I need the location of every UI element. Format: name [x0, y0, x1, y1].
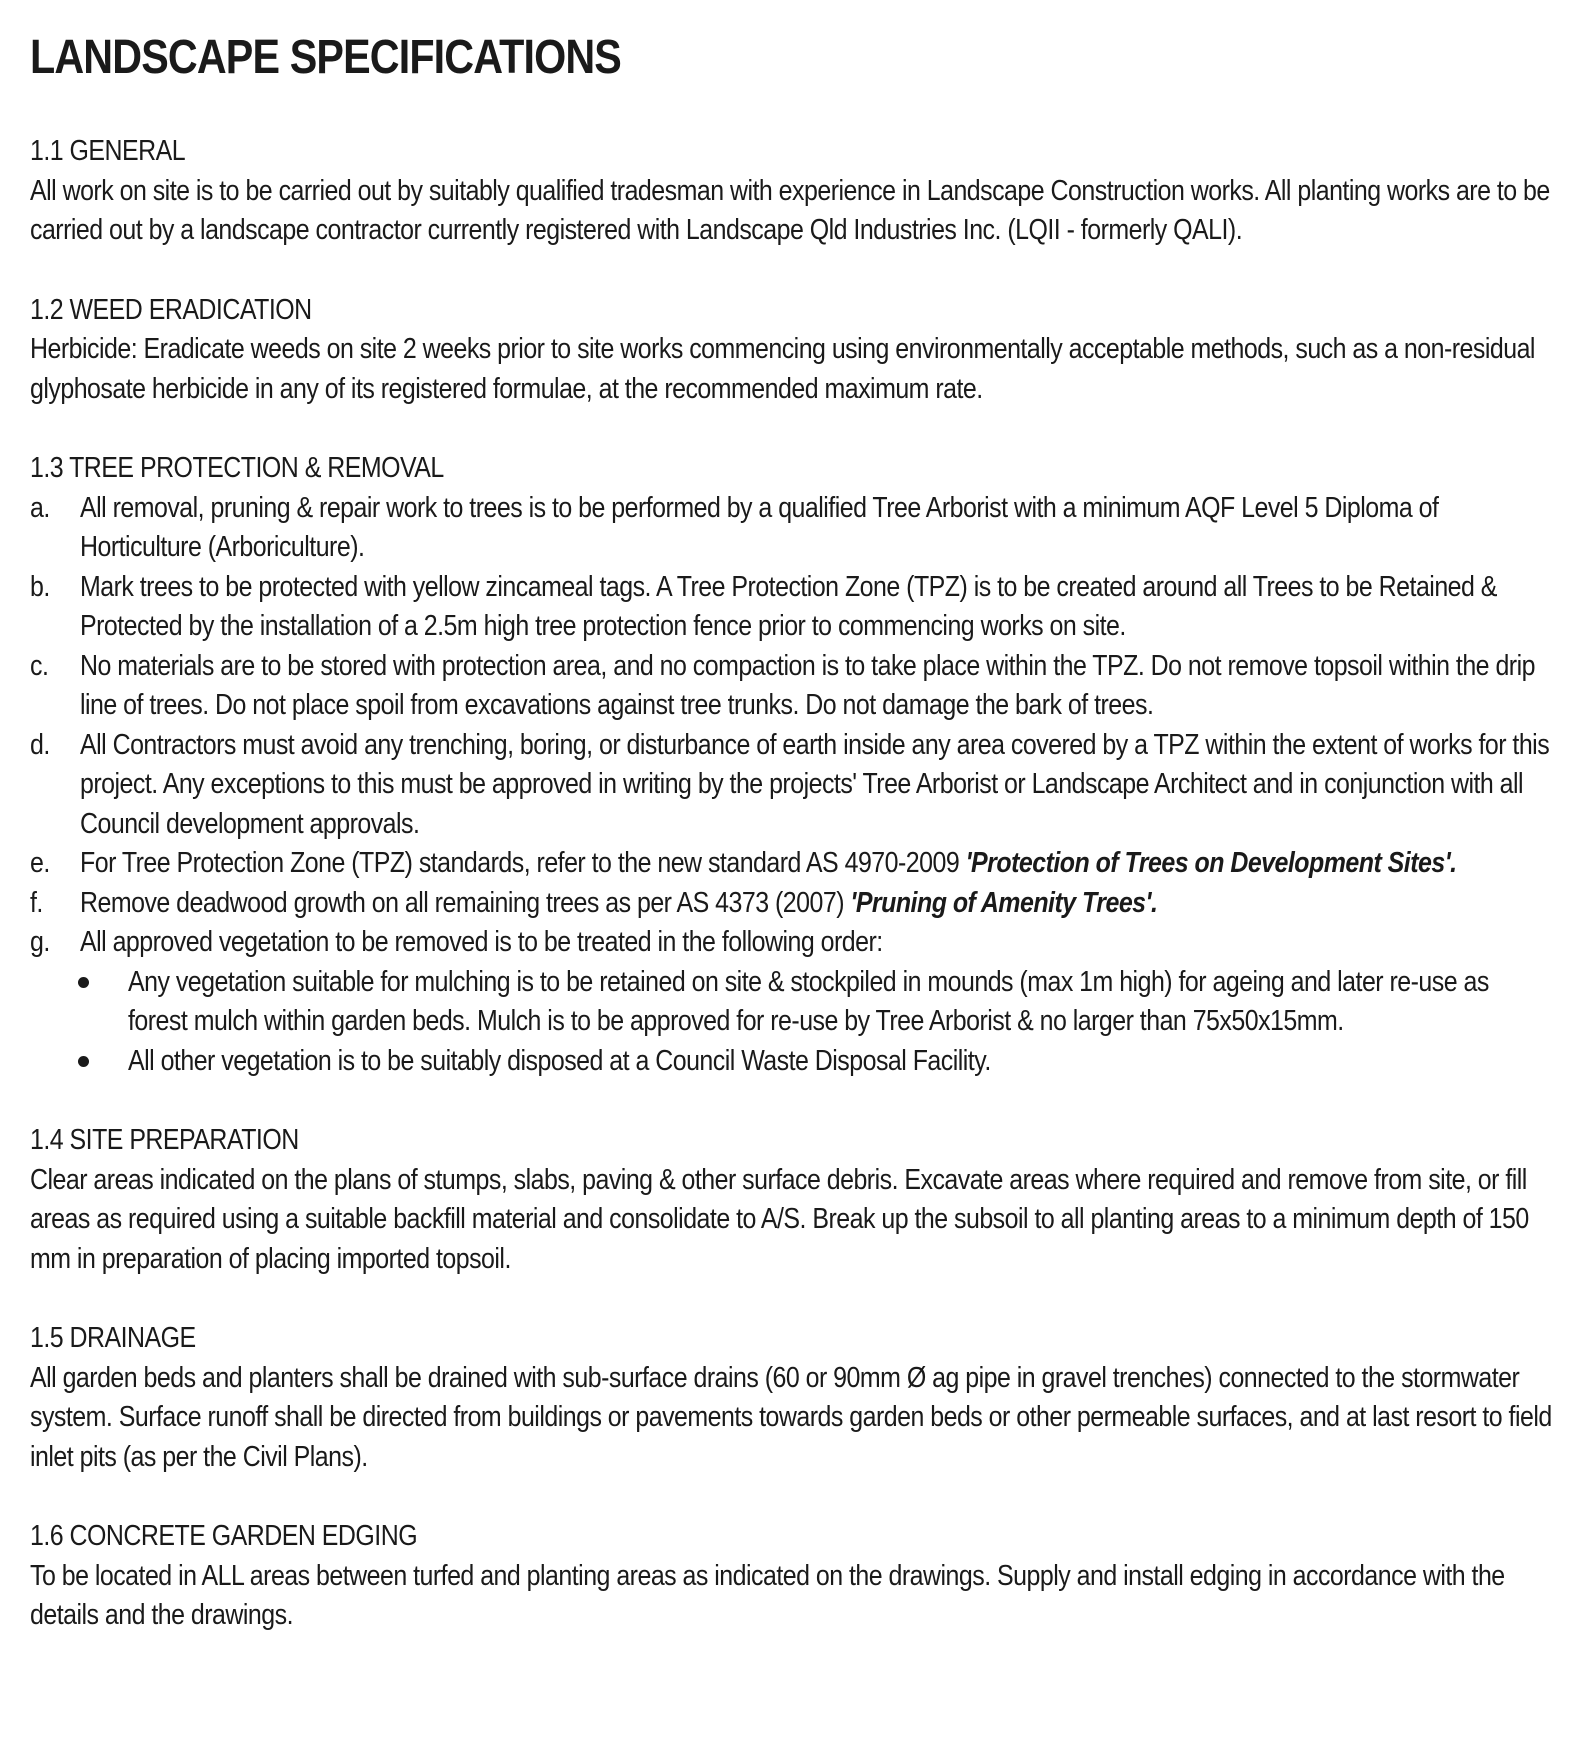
list-marker: c.	[30, 649, 49, 682]
list-item-body: For Tree Protection Zone (TPZ) standards, refer to the new standard AS 4970-2009	[80, 847, 966, 879]
bullet-icon	[78, 977, 89, 988]
list-marker: g.	[30, 926, 50, 958]
standard-reference: 'Protection of Trees on Development Sites'.	[965, 847, 1457, 879]
list-item	[30, 726, 1560, 845]
bullet-text: All other vegetation is to be suitably disposed at a Council Waste Disposal Facility.	[128, 1044, 991, 1077]
list-item	[30, 568, 1560, 647]
list-marker: e.	[30, 847, 50, 879]
tree-protection-list	[30, 489, 1560, 963]
list-item-text: All Contractors must avoid any trenching, boring, or disturbance of earth inside any area covered by a TPZ within the extent of works for this project. Any exceptions to this must be approved in writing by the projects' Tree Arborist or Landscape Architect and in conjunction with all Council development approvals.	[80, 728, 1550, 840]
bullet-item	[30, 963, 1560, 1042]
section-site-preparation	[30, 1121, 1560, 1279]
section-body: All garden beds and planters shall be drained with sub-surface drains (60 or 90mm Ø ag pipe in gravel trenches) connected to the stormwater system. Surface runoff shall be directed from buildings or pavements towards garden beds or other permeable surfaces, and at last resort to field inlet pits (as per the Civil Plans).	[30, 1361, 1552, 1473]
section-tree-protection	[30, 449, 1560, 1081]
bullet-item	[30, 1042, 1560, 1082]
list-item	[30, 647, 1560, 726]
section-weed-eradication	[30, 291, 1560, 410]
list-item-text: All removal, pruning & repair work to trees is to be performed by a qualified Tree Arborist with a minimum AQF Level 5 Diploma of Horticulture (Arboriculture).	[80, 491, 1439, 563]
list-item-text: All approved vegetation to be removed is to be treated in the following order:	[80, 926, 883, 958]
list-item-text: Mark trees to be protected with yellow zincameal tags. A Tree Protection Zone (TPZ) is to be created around all Trees to be Retained & Protected by the installation of a 2.5m high tree protection fence prior to commencing works on site.	[80, 570, 1497, 642]
vegetation-bullet-list	[30, 963, 1560, 1082]
list-marker: a.	[30, 491, 50, 524]
list-item-body: Remove deadwood growth on all remaining trees as per AS 4373 (2007)	[80, 886, 851, 919]
section-drainage	[30, 1319, 1560, 1477]
bullet-icon	[78, 1056, 89, 1067]
section-body: Herbicide: Eradicate weeds on site 2 weeks prior to site works commencing using environmentally acceptable methods, such as a non-residual glyphosate herbicide in any of its registered formulae, at the recommended maximum rate.	[30, 333, 1535, 405]
section-general	[30, 132, 1560, 251]
section-heading: 1.2 WEED ERADICATION	[30, 293, 312, 326]
list-item	[30, 923, 1560, 963]
section-concrete-edging	[30, 1517, 1560, 1636]
section-body: To be located in ALL areas between turfed and planting areas as indicated on the drawings. Supply and install edging in accordance with the details and the drawings.	[30, 1559, 1505, 1631]
section-heading: 1.6 CONCRETE GARDEN EDGING	[30, 1520, 418, 1552]
list-item-text: No materials are to be stored with protection area, and no compaction is to take place within the TPZ. Do not remove topsoil within the drip line of trees. Do not place spoil from excavations against tree trunks. Do not damage the bark of trees.	[80, 649, 1535, 721]
list-marker: f.	[30, 886, 43, 919]
section-body: Clear areas indicated on the plans of stumps, slabs, paving & other surface debris. Excavate areas where required and remove from site, or fill areas as required using a suitable backfill material and consolidate to A/S. Break up the subsoil to all planting areas to a minimum depth of 150 mm in preparation of placing imported topsoil.	[30, 1163, 1529, 1275]
list-item	[30, 489, 1560, 568]
bullet-text: Any vegetation suitable for mulching is to be retained on site & stockpiled in mounds (max 1m high) for ageing and later re-use as forest mulch within garden beds. Mulch is to be approved for re-use by Tree Arborist & no larger than 75x50x15mm.	[128, 965, 1489, 1037]
list-marker: d.	[30, 728, 50, 761]
section-heading: 1.4 SITE PREPARATION	[30, 1124, 299, 1156]
section-heading: 1.3 TREE PROTECTION & REMOVAL	[30, 452, 444, 484]
list-item-text	[80, 884, 1552, 924]
list-item-text	[80, 844, 1552, 884]
list-marker: b.	[30, 570, 50, 603]
section-body: All work on site is to be carried out by suitably qualified tradesman with experience in Landscape Construction works. All planting works are to be carried out by a landscape contractor currently registered with Landscape Qld Industries Inc. (LQII - formerly QALI).	[30, 174, 1550, 246]
section-heading: 1.5 DRAINAGE	[30, 1322, 196, 1354]
section-heading: 1.1 GENERAL	[30, 135, 186, 167]
list-item	[30, 844, 1560, 884]
standard-reference: 'Pruning of Amenity Trees'.	[850, 886, 1158, 919]
list-item	[30, 884, 1560, 924]
document-title: LANDSCAPE SPECIFICATIONS	[30, 31, 621, 84]
specification-page	[30, 28, 1560, 1676]
